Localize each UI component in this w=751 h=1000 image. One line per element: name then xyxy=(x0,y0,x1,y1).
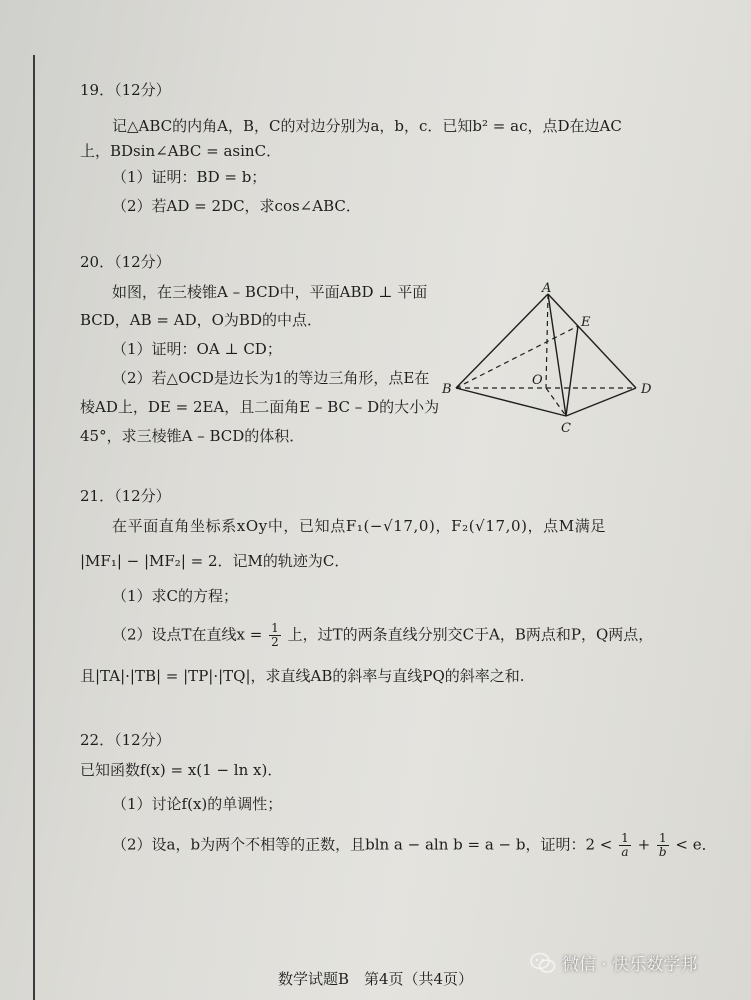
q19-stem-line1: 记△ABC的内角A，B，C的对边分别为a，b，c．已知b² = ac，点D在边AC xyxy=(112,117,622,135)
q22-part1: （1）讨论f(x)的单调性； xyxy=(112,795,283,813)
q19-part2: （2）若AD = 2DC，求cos∠ABC． xyxy=(112,197,361,215)
q22-frac1-numerator: 1 xyxy=(621,831,629,845)
q21-stem-line1: 在平面直角坐标系xOy中，已知点F₁(−√17,0)，F₂(√17,0)，点M满足 xyxy=(112,517,606,535)
edge-BC xyxy=(456,388,566,416)
q22-heading: 22．（12分） xyxy=(80,731,171,749)
q20-heading: 20．（12分） xyxy=(80,253,171,271)
wechat-icon xyxy=(530,952,556,974)
q21-fraction-half xyxy=(269,622,281,649)
q21-frac-denominator: 2 xyxy=(271,635,279,649)
q19-heading: 19．（12分） xyxy=(80,81,171,99)
q20-part2-line3: 45°，求三棱锥A – BCD的体积． xyxy=(80,427,305,445)
q22-part2 xyxy=(112,832,717,859)
q22-frac2-numerator: 1 xyxy=(658,831,667,845)
q22-part2-text-b: < e． xyxy=(675,835,717,854)
label-C: C xyxy=(561,421,571,436)
q22-part2-text-a: （2）设a，b为两个不相等的正数，且bln a − aln b = a − b，证明：2 < xyxy=(112,835,613,854)
q21-part1: （1）求C的方程； xyxy=(112,587,239,605)
q20-part2-line2: 棱AD上，DE = 2EA，且二面角E – BC – D的大小为 xyxy=(80,398,440,416)
q22-stem: 已知函数f(x) = x(1 − ln x)． xyxy=(80,761,283,779)
edge-AC xyxy=(548,294,566,416)
q20-stem-line2: BCD，AB = AD，O为BD的中点． xyxy=(80,311,322,329)
edge-CD xyxy=(566,388,636,416)
q21-part2-text-a: （2）设点T在直线x = xyxy=(112,625,263,644)
edge-EC xyxy=(566,326,578,416)
segment-BE-hidden xyxy=(456,326,578,388)
q19-stem-line2: 上，BDsin∠ABC = asinC． xyxy=(80,142,282,160)
q21-frac-numerator: 1 xyxy=(271,621,279,635)
page-footer: 数学试题B 第4页（共4页） xyxy=(277,970,474,988)
q20-stem-line1: 如图，在三棱锥A – BCD中，平面ABD ⊥ 平面 xyxy=(112,283,428,301)
q21-part2-line1 xyxy=(112,622,653,649)
binding-margin-line xyxy=(33,55,35,1000)
watermark-text: 微信 · 快乐数学邦 xyxy=(562,955,698,975)
q21-heading: 21．（12分） xyxy=(80,487,171,505)
q19-part1: （1）证明：BD = b； xyxy=(112,168,267,186)
label-B: B xyxy=(442,382,452,397)
label-A: A xyxy=(542,282,552,296)
label-E: E xyxy=(581,315,591,330)
label-D: D xyxy=(641,382,652,397)
wechat-watermark xyxy=(530,950,697,975)
q22-plus-sign: + xyxy=(637,835,651,854)
q22-frac1-denominator: a xyxy=(621,845,629,859)
tetrahedron-figure xyxy=(440,282,660,442)
q22-frac2-denominator: b xyxy=(658,845,667,859)
label-O: O xyxy=(532,373,543,388)
q21-stem-line2: |MF₁| − |MF₂| = 2．记M的轨迹为C． xyxy=(80,552,350,570)
q20-part1: （1）证明：OA ⊥ CD； xyxy=(112,340,282,358)
q20-part2-line1: （2）若△OCD是边长为1的等边三角形，点E在 xyxy=(112,369,430,387)
q22-fraction-1-over-a xyxy=(619,832,631,859)
q21-part2-line2: 且|TA|·|TB| = |TP|·|TQ|，求直线AB的斜率与直线PQ的斜率之和. xyxy=(80,667,525,685)
q21-part2-text-b: 上，过T的两条直线分别交C于A，B两点和P，Q两点， xyxy=(287,625,654,644)
q22-fraction-1-over-b xyxy=(657,832,669,859)
edge-AD xyxy=(548,294,636,388)
